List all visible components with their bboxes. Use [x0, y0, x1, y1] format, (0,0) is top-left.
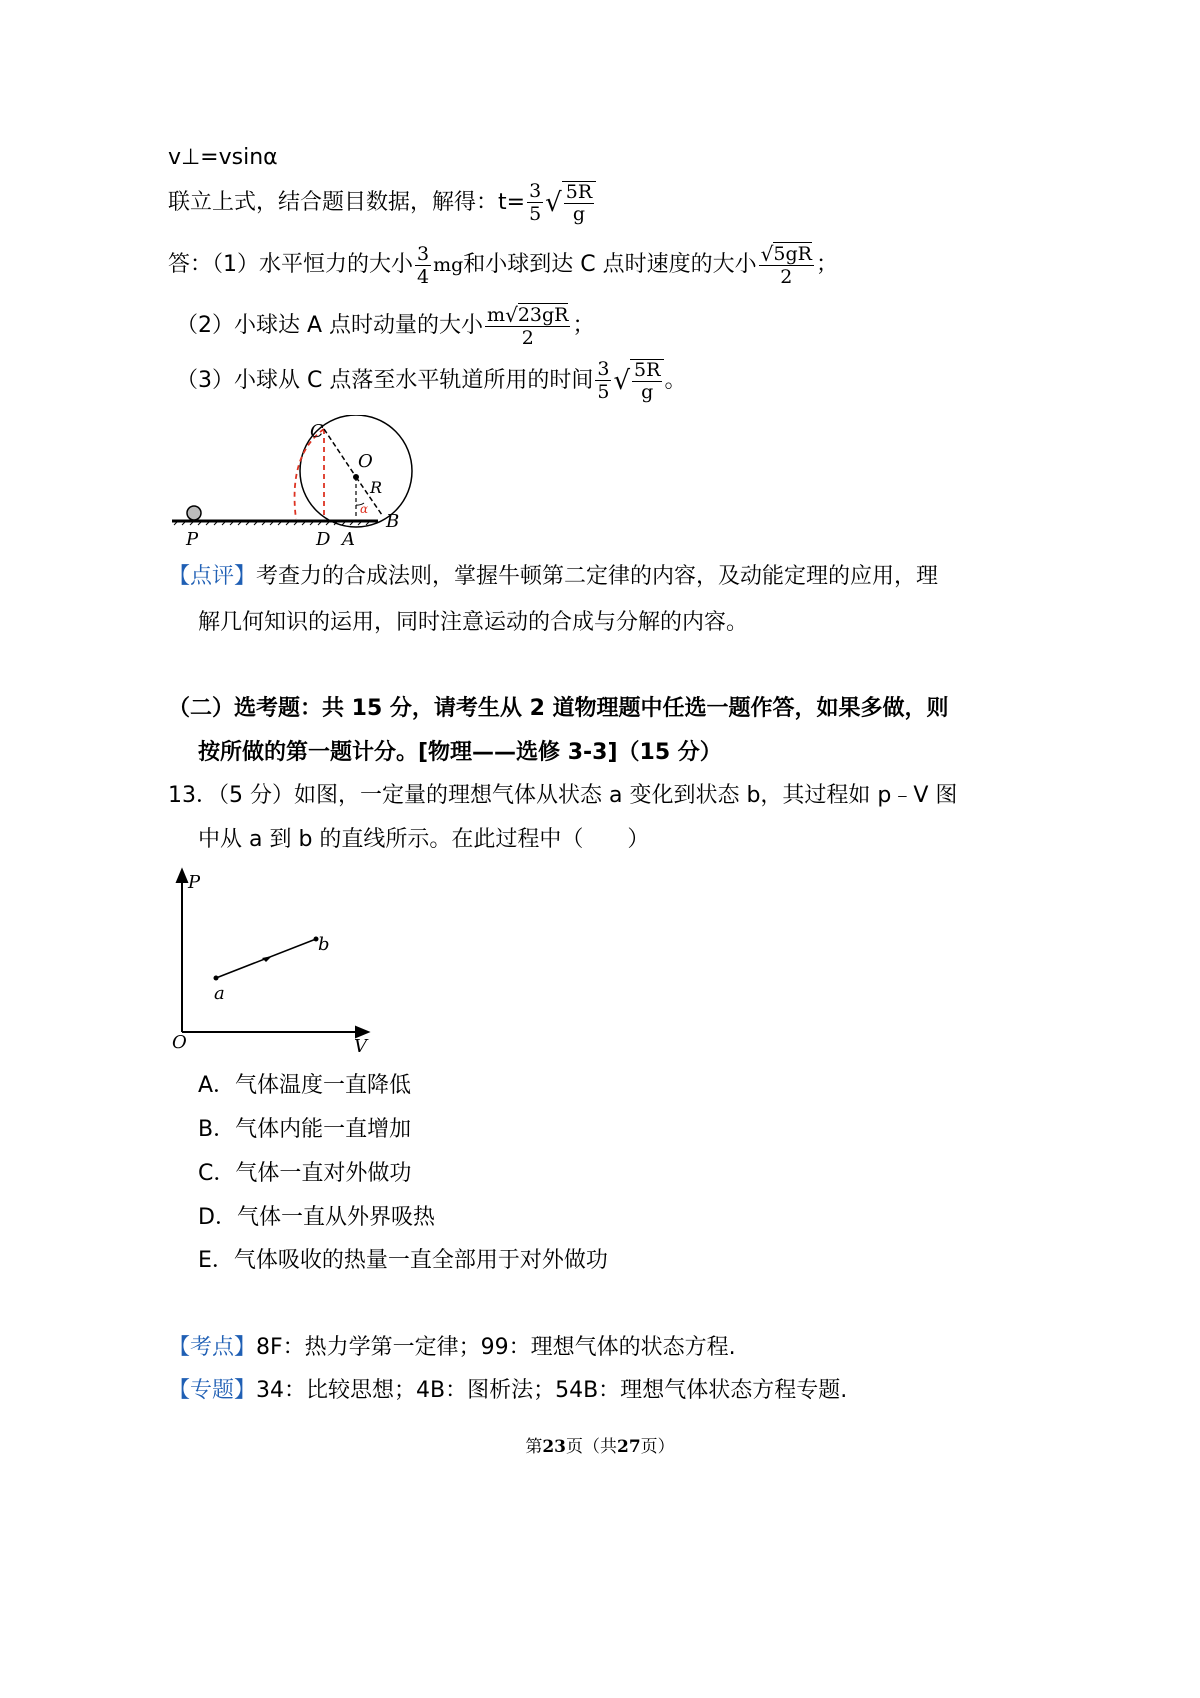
option-b: B．气体内能一直增加: [198, 1117, 412, 1142]
p-axis-arrow: [177, 870, 187, 882]
label-r: R: [370, 478, 383, 497]
label-o: O: [358, 451, 373, 472]
sqrt-5r-over-g: √ 5R g: [545, 181, 596, 225]
label-b: B: [386, 511, 400, 532]
comment-line-2: 解几何知识的运用，同时注意运动的合成与分解的内容。: [198, 610, 749, 635]
option-e: E．气体吸收的热量一直全部用于对外做功: [198, 1248, 608, 1273]
process-arrow: [262, 956, 272, 962]
fraction-3-5-b: $\frac{3}{5}$: [597, 358, 610, 403]
answer-line-3: （3）小球从 C 点落至水平轨道所用的时间 $\frac{3}{5}$ √ 5R g 。: [176, 358, 687, 403]
question-line-2: 中从 a 到 b 的直线所示。在此过程中（ ）: [198, 827, 650, 852]
momentum-fraction: m √ 23gR 2: [487, 302, 569, 349]
kaodian-tag: 【考点】: [168, 1335, 257, 1360]
label-b-point: b: [318, 934, 330, 955]
fraction-3-4: $\frac{3}{4}$: [417, 242, 430, 288]
label-c: C: [310, 421, 324, 442]
fraction-3-5: $\frac{3}{5}$: [529, 180, 542, 225]
label-p: P: [186, 529, 199, 550]
solution-line-2: [168, 180, 596, 225]
kaodian-line: 【考点】8F：热力学第一定律；99：理想气体的状态方程.: [168, 1335, 736, 1360]
pv-diagram: [168, 866, 388, 1056]
answer-line-1: 答：（1）水平恒力的大小 $\frac{3}{4}$ mg 和小球到达 C 点时速度的大小 √ 5gR 2 ；: [168, 241, 838, 288]
page-number: 23: [542, 1437, 566, 1457]
zhuanti-tag: 【专题】: [168, 1378, 257, 1403]
label-p-axis: P: [188, 872, 201, 893]
zhuanti-line: 【专题】34：比较思想；4B：图析法；54B：理想气体状态方程专题.: [168, 1378, 848, 1403]
center-dot: [353, 474, 359, 480]
option-a: A．气体温度一直降低: [198, 1073, 412, 1098]
point-a: [214, 976, 219, 981]
option-c: C．气体一直对外做功: [198, 1161, 412, 1186]
solution-line-1: v⊥=vsinα: [168, 145, 278, 170]
track-loop-figure: [168, 415, 428, 555]
solution-line-2-text: 联立上式，结合题目数据，解得：t=: [168, 189, 526, 215]
radius-co: [324, 429, 356, 477]
label-v-axis: V: [354, 1036, 367, 1056]
velocity-c-fraction: √ 5gR 2: [760, 241, 812, 288]
label-a: A: [342, 529, 355, 550]
page-total: 27: [617, 1437, 641, 1457]
section-heading-line-1: （二）选考题：共 15 分，请考生从 2 道物理题中任选一题作答，如果多做，则: [168, 696, 949, 721]
trajectory-curve: [295, 429, 324, 519]
label-alpha: α: [360, 502, 369, 516]
answer-line-2: （2）小球达 A 点时动量的大小 m √ 23gR 2 ；: [176, 302, 595, 349]
page-footer: 第23页（共27页）: [525, 1437, 675, 1457]
sqrt-5r-over-g-b: √ 5R g: [613, 359, 664, 403]
question-line-1: 13．（5 分）如图，一定量的理想气体从状态 a 变化到状态 b，其过程如 p﹣V 图: [168, 783, 958, 808]
label-origin: O: [172, 1032, 187, 1053]
section-heading-line-2: 按所做的第一题计分。[物理——选修 3-3]（15 分）: [198, 740, 722, 765]
label-d: D: [316, 529, 331, 550]
label-a-point: a: [214, 983, 225, 1004]
ball: [187, 506, 201, 520]
ground-track: [172, 521, 378, 525]
comment-tag: 【点评】: [168, 564, 257, 589]
option-d: D．气体一直从外界吸热: [198, 1205, 435, 1230]
comment-line-1: 【点评】考查力的合成法则，掌握牛顿第二定律的内容，及动能定理的应用，理: [168, 564, 939, 589]
